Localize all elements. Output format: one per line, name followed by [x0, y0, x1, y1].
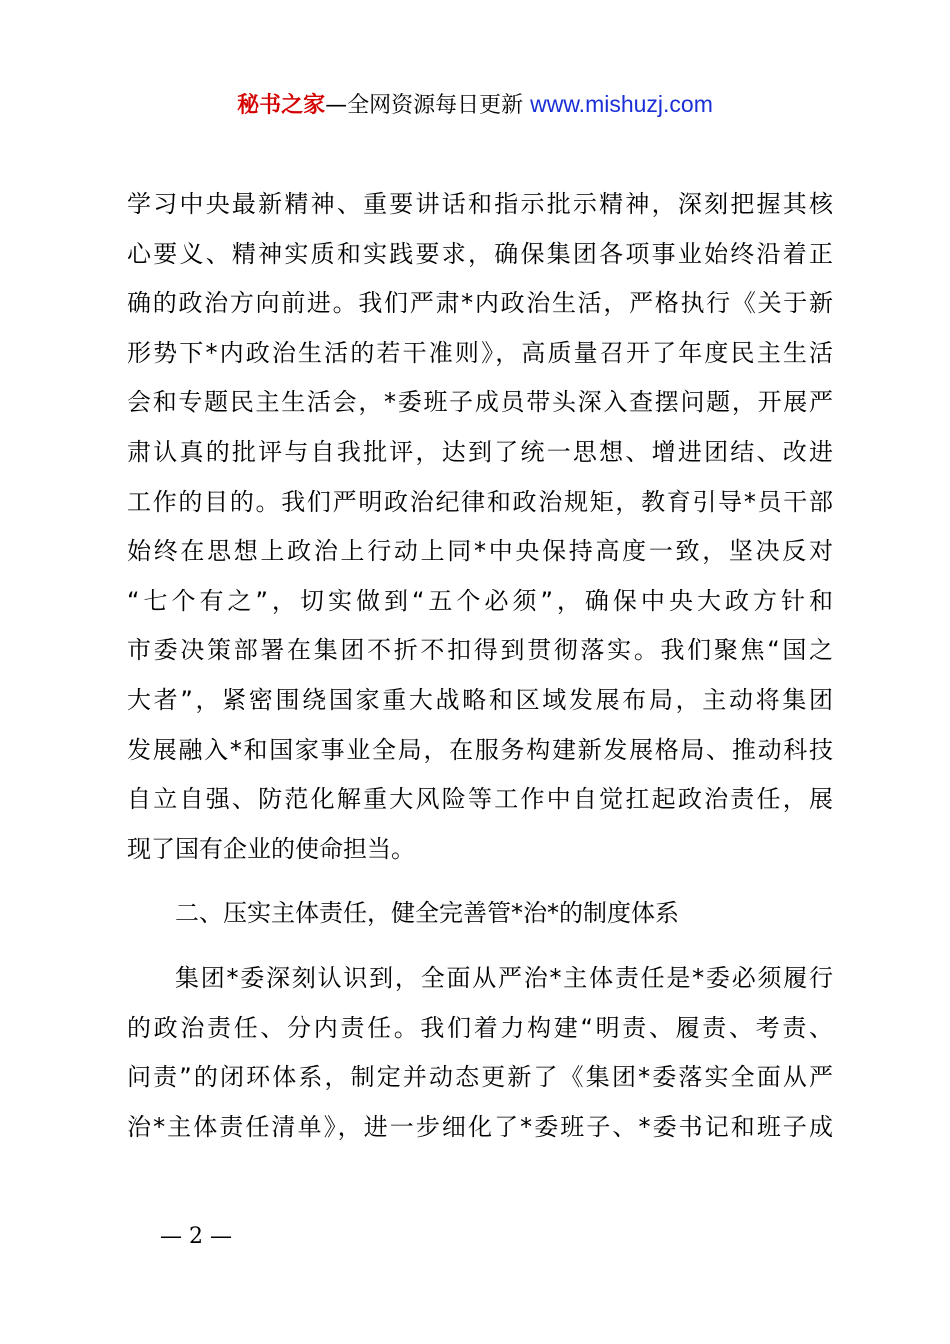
spacer — [127, 874, 833, 889]
paragraph-line: 大者”，紧密围绕国家重大战略和区域发展布局，主动将集团 — [127, 685, 833, 714]
paragraph-line: 集团*委深刻认识到，全面从严治*主体责任是*委必须履行 — [175, 963, 833, 992]
paragraph-line: 发展融入*和国家事业全局，在服务构建新发展格局、推动科技 — [127, 735, 833, 764]
paragraph-line: 工作的目的。我们严明政治纪律和政治规矩，教育引导*员干部 — [127, 487, 833, 516]
paragraph-line: 自立自强、防范化解重大风险等工作中自觉扛起政治责任，展 — [127, 785, 833, 814]
page-number: — 2 — — [160, 1224, 232, 1249]
paragraph-line: “七个有之”，切实做到“五个必须”，确保中央大政方针和 — [127, 586, 833, 615]
paragraph-line: 心要义、精神实质和实践要求，确保集团各项事业始终沿着正 — [127, 239, 833, 268]
paragraph-line: 治*主体责任清单》，进一步细化了*委班子、*委书记和班子成 — [127, 1112, 833, 1141]
paragraph-line: 形势下*内政治生活的若干准则》，高质量召开了年度民主生活 — [127, 338, 833, 367]
paragraph-line: 始终在思想上政治上行动上同*中央保持高度一致，坚决反对 — [127, 537, 833, 566]
paragraph-line: 会和专题民主生活会，*委班子成员带头深入查摆问题，开展严 — [127, 388, 833, 417]
page-header — [0, 88, 950, 122]
site-url-link[interactable]: www.mishuzj.com — [530, 91, 713, 117]
paragraph-line: 确的政治方向前进。我们严肃*内政治生活，严格执行《关于新 — [127, 289, 833, 318]
document-body — [127, 180, 833, 1152]
paragraph-line: 问责”的闭环体系，制定并动态更新了《集团*委落实全面从严 — [127, 1063, 833, 1092]
spacer — [127, 939, 833, 954]
header-tagline: —全网资源每日更新 — [325, 93, 531, 118]
paragraph-line: 肃认真的批评与自我批评，达到了统一思想、增进团结、改进 — [127, 437, 833, 466]
paragraph-line: 的政治责任、分内责任。我们着力构建“明责、履责、考责、 — [127, 1013, 833, 1042]
section-heading: 二、压实主体责任，健全完善管*治*的制度体系 — [175, 899, 679, 928]
paragraph-line: 市委决策部署在集团不折不扣得到贯彻落实。我们聚焦“国之 — [127, 636, 833, 665]
brand-name: 秘书之家 — [237, 93, 326, 118]
paragraph-line: 学习中央最新精神、重要讲话和指示批示精神，深刻把握其核 — [127, 190, 833, 218]
paragraph-line: 现了国有企业的使命担当。 — [127, 834, 415, 863]
